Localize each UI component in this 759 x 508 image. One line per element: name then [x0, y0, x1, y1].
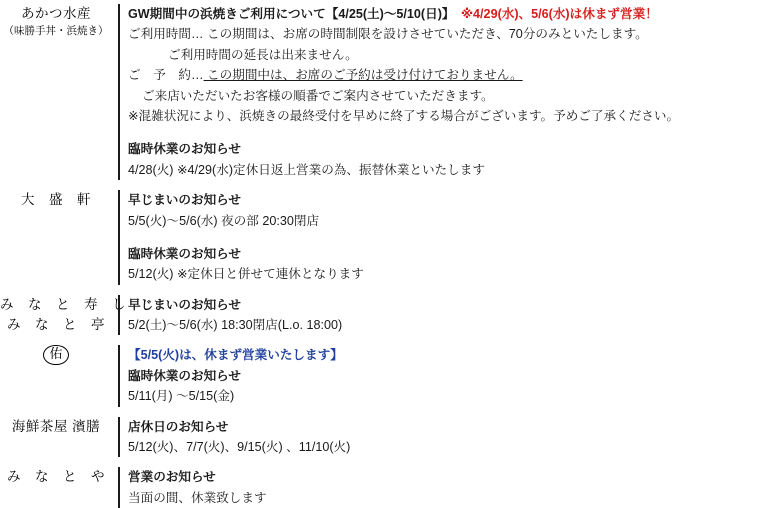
notice-rows: [0, 4, 759, 508]
notice-line: [128, 86, 755, 106]
row-spacer: [0, 335, 759, 345]
notice-line: [128, 345, 755, 365]
notice-line: [128, 45, 755, 65]
text-segment: 【5/5(火)は、休まず営業いたします】: [128, 348, 343, 363]
text-segment: ※混雑状況により、浜焼きの最終受付を早めに終了する場合がございます。予めご了承ください。: [128, 108, 680, 123]
shop-name-cell: [0, 345, 118, 365]
shop-name-label: 海鮮茶屋 濱膳: [11, 418, 101, 434]
block-spacer: [128, 126, 755, 139]
notice-line: [128, 366, 755, 386]
notice-body: [118, 417, 759, 458]
text-segment: ご 予 約…: [128, 68, 204, 83]
row-spacer: [0, 407, 759, 417]
text-segment: 5/12(火) ※定休日と併せて連休となります: [128, 267, 364, 282]
notice-line: [128, 24, 755, 44]
notice-line: [128, 211, 755, 231]
notice-line: [128, 4, 755, 24]
text-segment: 早じまいのお知らせ: [128, 297, 241, 312]
shop-notice-row: [0, 4, 759, 180]
shop-notice-row: [0, 467, 759, 508]
shop-name-cell: [0, 4, 118, 39]
text-segment: 臨時休業のお知らせ: [128, 368, 241, 383]
notice-line: [128, 386, 755, 406]
shop-notice-row: [0, 417, 759, 458]
row-spacer: [0, 285, 759, 295]
text-segment: ご来店いただいたお客様の順番でご案内させていただきます。: [142, 88, 494, 103]
shop-name-circle: 佑: [43, 345, 68, 365]
text-segment: この期間中は、お席のご予約は受け付けておりません。: [203, 68, 523, 83]
shop-name-cell: [0, 417, 118, 437]
notice-line: [128, 417, 755, 437]
notice-line: [128, 264, 755, 284]
text-segment: 当面の間、休業致します: [128, 490, 267, 505]
notice-line: [128, 315, 755, 335]
notice-body: [118, 190, 759, 285]
text-segment: 5/2(土)〜5/6(水) 18:30閉店(L.o. 18:00): [128, 318, 343, 333]
block-spacer: [128, 231, 755, 244]
row-spacer: [0, 457, 759, 467]
text-segment: ご利用時間の延長は出来ません。: [168, 47, 358, 62]
row-spacer: [0, 180, 759, 190]
shop-name-label: み な と や: [7, 469, 105, 485]
shop-name-cell: [0, 190, 118, 210]
shop-name-label: 大 盛 軒: [21, 192, 91, 208]
notice-line: [128, 106, 755, 126]
text-segment: 4/28(火) ※4/29(水)定休日返上営業の為、振替休業といたします: [128, 162, 485, 177]
notice-line: [128, 467, 755, 487]
notice-line: [128, 190, 755, 210]
text-segment: GW期間中の浜焼きご利用について【4/25(土)〜5/10(日)】: [128, 7, 449, 21]
notice-line: [128, 295, 755, 315]
shop-name-label: み な と 亭: [7, 316, 105, 332]
text-segment: 5/5(火)〜5/6(水) 夜の部 20:30閉店: [128, 213, 320, 228]
text-segment: 早じまいのお知らせ: [128, 193, 241, 208]
text-segment: 店休日のお知らせ: [128, 419, 229, 434]
text-segment: ご利用時間… この期間は、お席の時間制限を設けさせていただき、70分のみといたします。: [128, 27, 648, 42]
shop-name-cell: [0, 467, 118, 487]
shop-subtitle-label: （味勝手丼・浜焼き）: [3, 25, 109, 38]
notice-line: [128, 65, 755, 85]
notice-body: [118, 467, 759, 508]
text-segment: 5/12(火)、7/7(火)、9/15(火) 、11/10(火): [128, 440, 351, 455]
notice-line: [128, 160, 755, 180]
notice-line: [128, 139, 755, 159]
notice-line: [128, 437, 755, 457]
shop-notice-row: [0, 295, 759, 336]
text-segment: 臨時休業のお知らせ: [128, 142, 241, 157]
text-segment: 5/11(月) 〜5/15(金): [128, 389, 235, 404]
shop-notice-row: [0, 190, 759, 285]
shop-notice-row: [0, 345, 759, 406]
shop-name-label: あかつ水産: [21, 6, 91, 21]
notice-line: [128, 244, 755, 264]
notice-body: [118, 295, 759, 336]
notice-body: [118, 345, 759, 406]
shop-name-label: み な と 寿 し: [0, 296, 126, 312]
text-segment: ※4/29(水)、5/6(水)は休まず営業！: [448, 7, 658, 21]
notice-line: [128, 488, 755, 508]
text-segment: 臨時休業のお知らせ: [128, 246, 241, 261]
text-segment: 営業のお知らせ: [128, 470, 216, 485]
shop-name-cell: [0, 295, 126, 336]
notice-body: [118, 4, 759, 180]
